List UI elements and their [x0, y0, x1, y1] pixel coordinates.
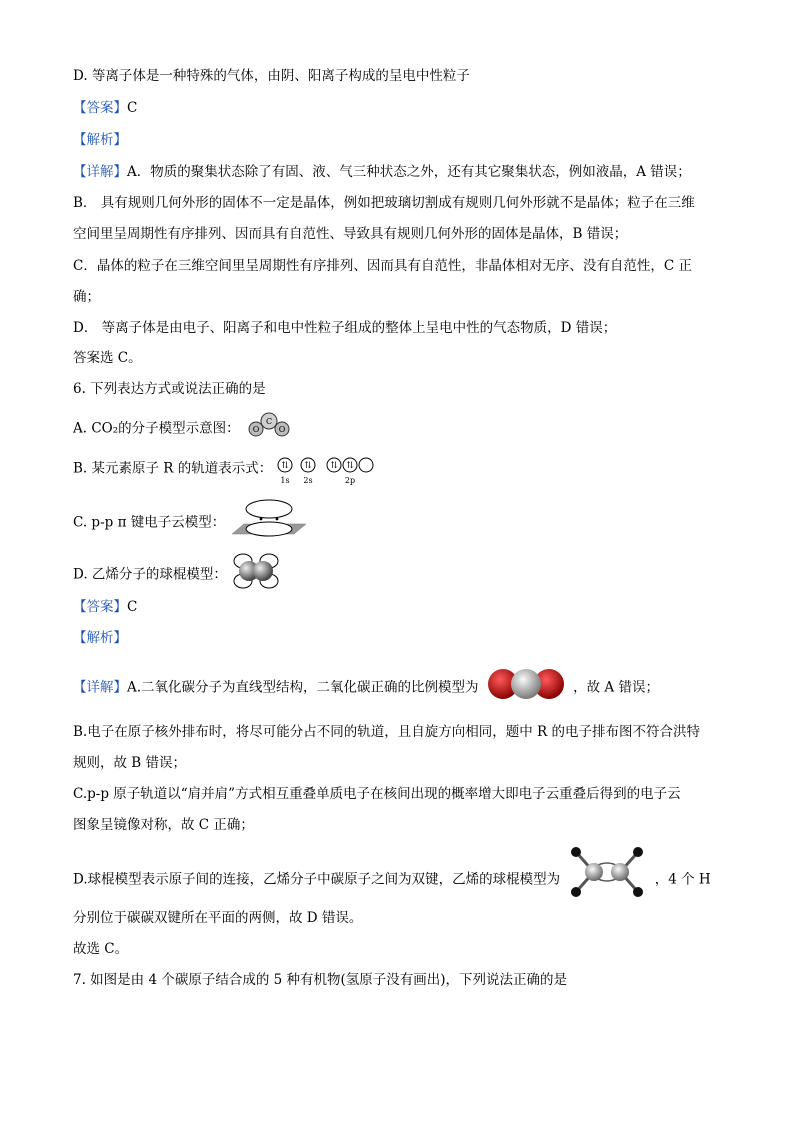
explain2-b-line2: 规则，故 B 错误； — [73, 755, 187, 771]
detail-text-2: A.二氧化碳分子为直线型结构，二氧化碳正确的比例模型为 — [127, 679, 479, 696]
explain2-d-line2: 分别位于碳碳双键所在平面的两侧，故 D 错误。 — [73, 910, 363, 926]
detail-tail-2: ，故 A 错误； — [573, 679, 659, 696]
option-b-text: B. 某元素原子 R 的轨道表示式： — [73, 460, 273, 477]
svg-text:⇅: ⇅ — [303, 461, 312, 471]
explain2-c-line1: C.p-p 原子轨道以“肩并肩”方式相互重叠单质电子在核间出现的概率增大即电子云重叠后得到的电子云 — [73, 786, 681, 802]
question-7: 7. 如图是由 4 个碳原子结合成的 5 种有机物(氢原子没有画出)，下列说法正确的是 — [73, 972, 568, 988]
explain-d-line: D． 等离子体是由电子、阳离子和电中性粒子组成的整体上呈电中性的气态物质，D 错误； — [73, 320, 617, 336]
answer-tag-2: 【答案】 — [73, 599, 127, 615]
explain2-c-line2: 图象呈镜像对称，故 C 正确； — [73, 817, 254, 833]
orbital-label-1s: 1s — [279, 476, 290, 485]
orbital-label-2p: 2p — [344, 476, 355, 485]
analysis-tag-2: 【解析】 — [73, 630, 127, 646]
orbital-diagram-figure — [277, 456, 381, 486]
option-c — [73, 508, 310, 538]
svg-text:⇅: ⇅ — [329, 461, 338, 471]
detail-text: A．物质的聚集状态除了有固、液、气三种状态之外，还有其它聚集状态，例如液晶，A 错误； — [127, 164, 691, 180]
answer-line-1 — [73, 98, 137, 118]
svg-text:⇅: ⇅ — [345, 461, 354, 471]
question-6: 6. 下列表达方式或说法正确的是 — [73, 381, 266, 397]
detail-line-2 — [73, 675, 659, 701]
co2-space-filling-figure — [487, 667, 565, 701]
explain-c-line2: 确； — [73, 289, 100, 305]
explain-b-line1: B． 具有规则几何外形的固体不一定是晶体，例如把玻璃切割成有规则几何外形就不是晶体；粒子在三维 — [73, 195, 695, 211]
orbital-label-2s: 2s — [302, 476, 313, 485]
detail-line-1 — [73, 162, 691, 182]
co2-o-left: O — [252, 425, 260, 434]
select-answer-2: 故选 C。 — [73, 941, 129, 957]
answer-line-2 — [73, 597, 137, 617]
co2-c: C — [265, 417, 272, 426]
answer-value-2: C — [127, 599, 138, 615]
select-answer-1: 答案选 C。 — [73, 350, 142, 366]
option-a-text: A. CO₂的分子模型示意图： — [73, 420, 240, 437]
explain-b-line2: 空间里呈周期性有序排列、因而具有自范性、导致具有规则几何外形的固体是晶体，B 错误； — [73, 226, 628, 242]
ethylene-ball-stick-figure — [566, 846, 648, 898]
detail-tag: 【详解】 — [73, 164, 127, 180]
ethylene-model-figure — [231, 553, 281, 589]
analysis-tag-1: 【解析】 — [73, 132, 127, 148]
co2-o-right: O — [278, 425, 286, 434]
answer-tag: 【答案】 — [73, 100, 127, 116]
explain2-d-line1 — [73, 862, 711, 898]
explain-c-line1: C．晶体的粒子在三维空间里呈周期性有序排列、因而具有自范性，非晶体相对无序、没有自范性，C 正 — [73, 258, 692, 274]
explain2-d-text: D.球棍模型表示原子间的连接，乙烯分子中碳原子之间为双键，乙烯的球棍模型为 — [73, 871, 561, 888]
pi-bond-model-figure — [230, 498, 310, 538]
explain2-d-tail: ，4 个 H — [654, 871, 711, 888]
explain2-b-line1: B.电子在原子核外排布时，将尽可能分占不同的轨道，且自旋方向相同，题中 R 的电子排布图不符合洪特 — [73, 724, 700, 740]
co2-model-figure — [244, 410, 294, 440]
detail-tag-2: 【详解】 — [73, 679, 127, 696]
svg-text:⇅: ⇅ — [280, 461, 289, 471]
option-d-text: D. 乙烯分子的球棍模型： — [73, 566, 227, 583]
option-d-question5: D. 等离子体是一种特殊的气体，由阴、阳离子构成的呈电中性粒子 — [73, 68, 470, 84]
option-c-text: C. p-p π 键电子云模型： — [73, 514, 226, 531]
option-a — [73, 418, 294, 440]
option-b — [73, 452, 381, 486]
option-d — [73, 561, 281, 589]
answer-value: C — [127, 100, 138, 116]
